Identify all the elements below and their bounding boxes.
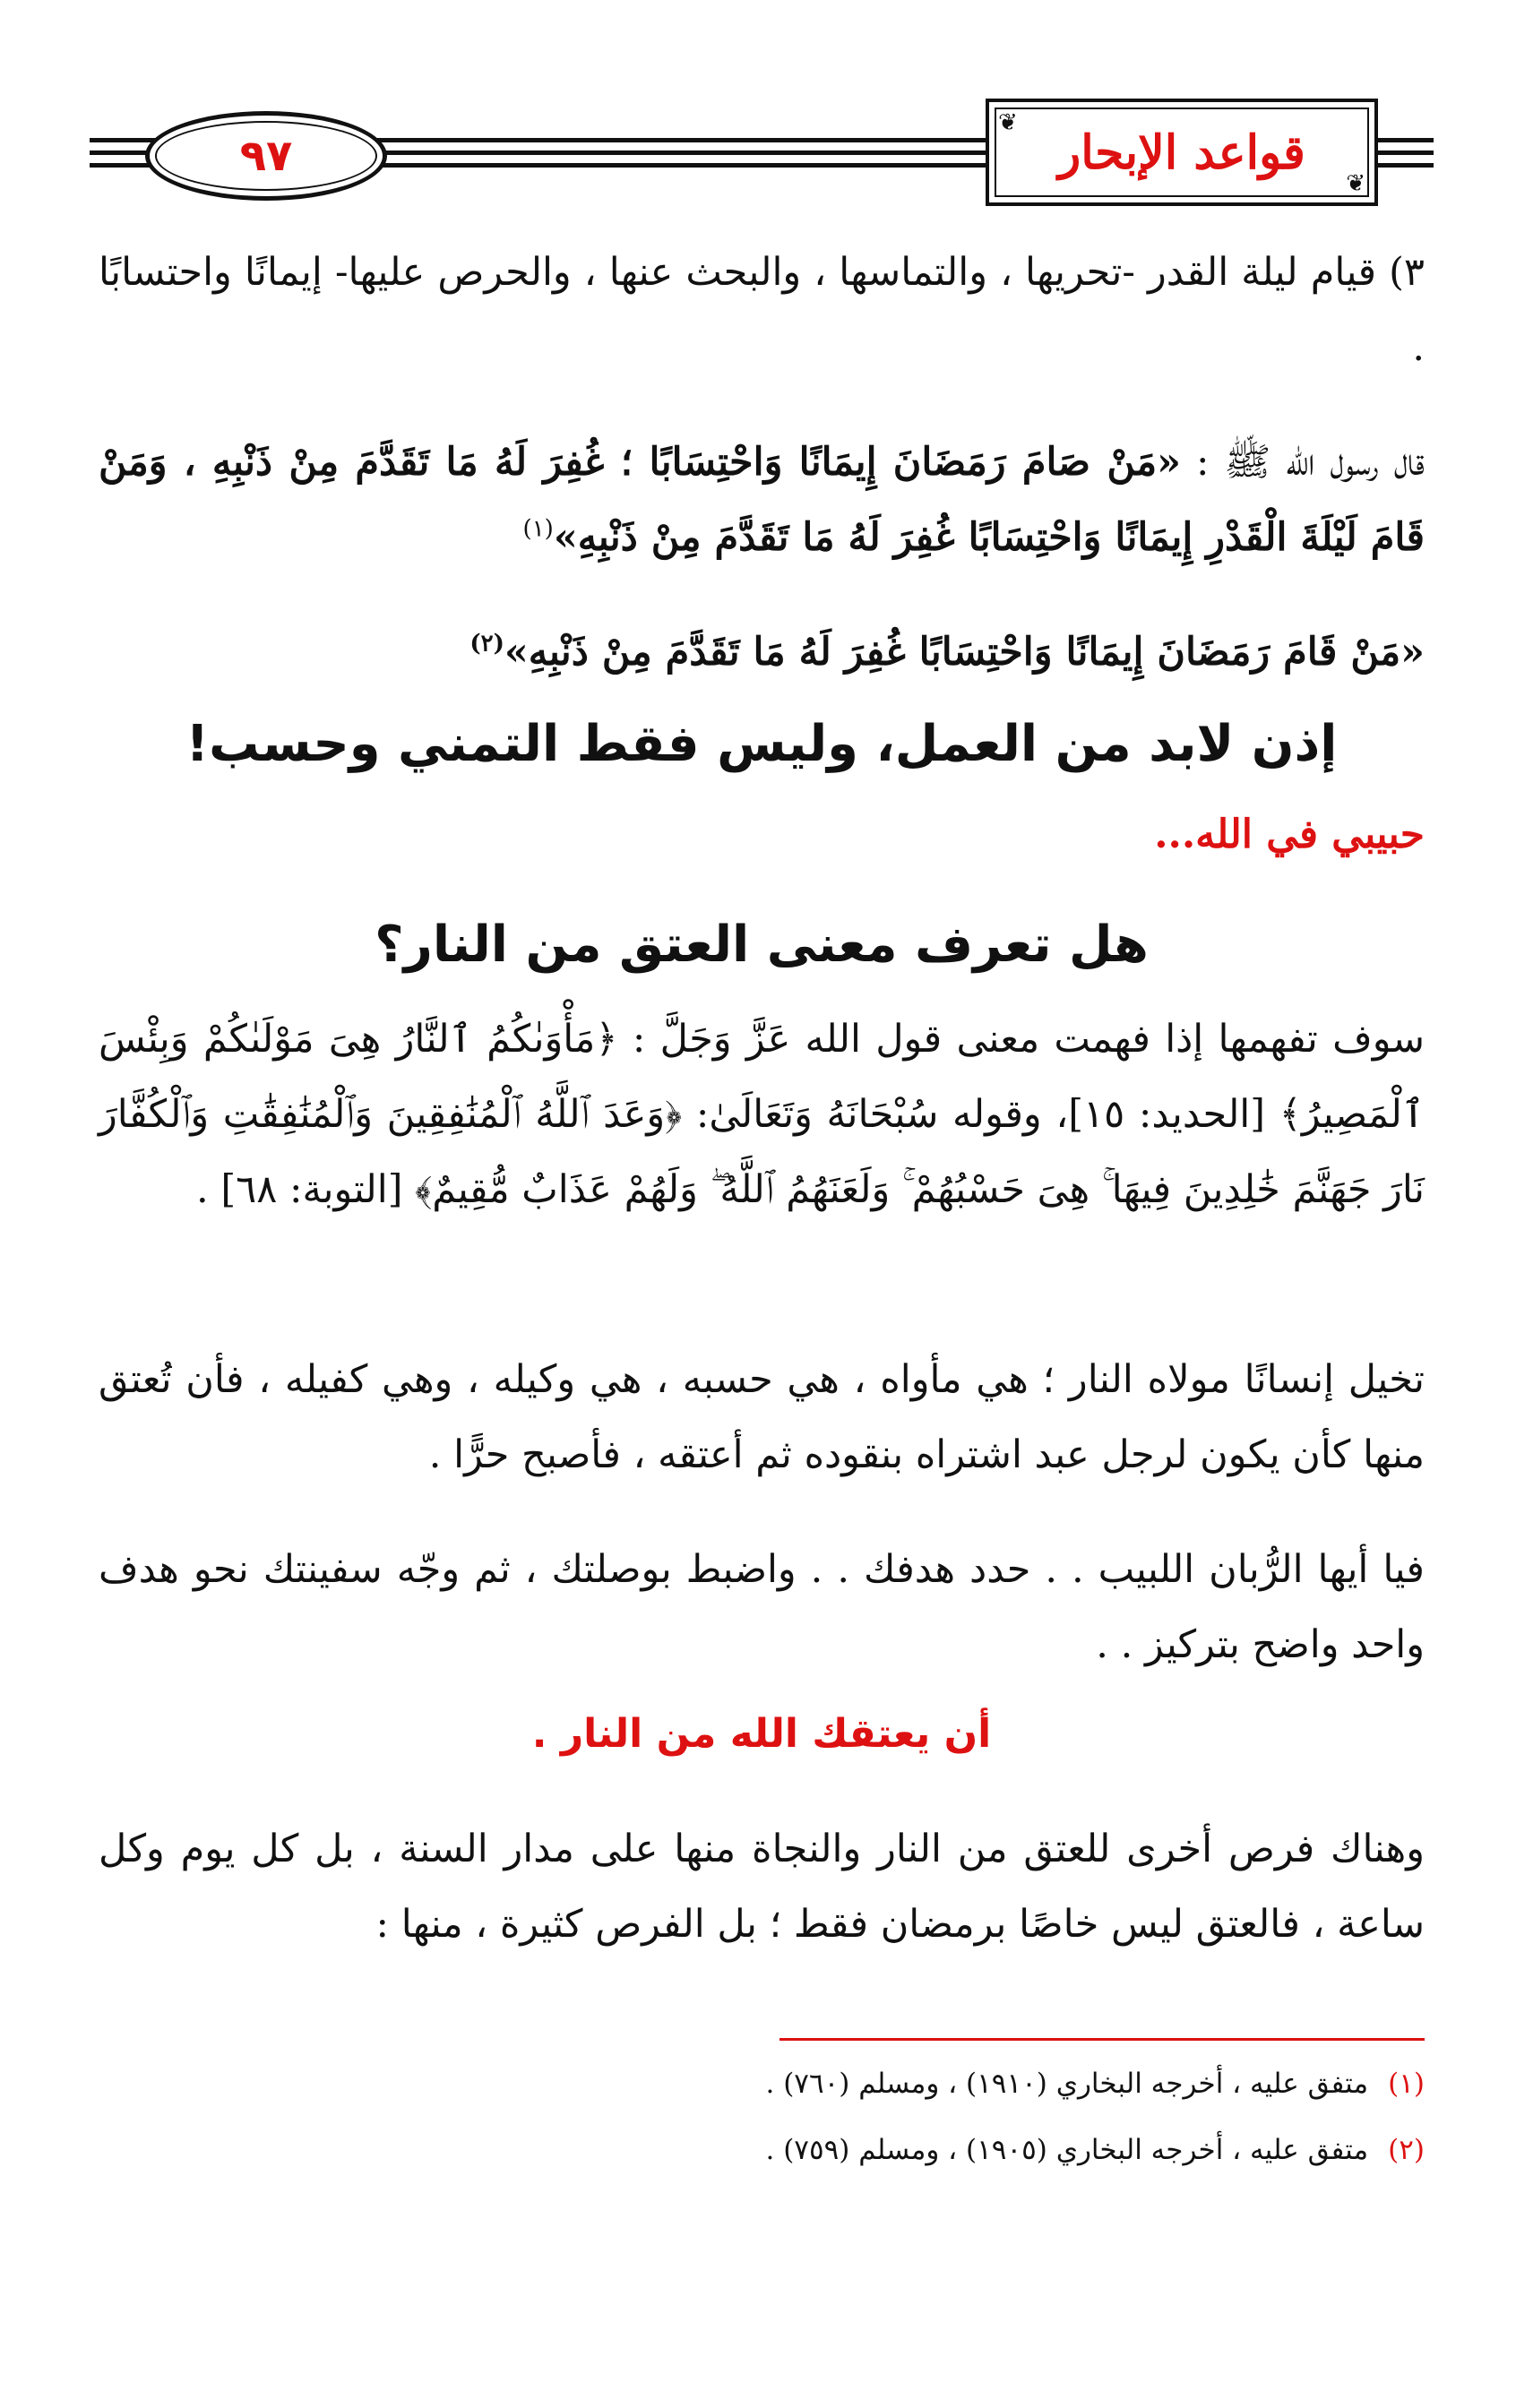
paragraph-hadith bbox=[99, 615, 1425, 690]
footnote-number: (١) bbox=[1388, 2068, 1425, 2100]
footnote-text: متفق عليه ، أخرجه البخاري (١٩١٠) ، ومسلم (٧٦٠) . bbox=[765, 2068, 1369, 2100]
paragraph-quran: سوف تفهمها إذا فهمت معنى قول الله عَزَّ وَجَلَّ : ﴿مَأْوَىٰكُمُ ٱلنَّارُ هِىَ مَوْلَىٰكُمْ وَبِئْسَ ٱلْمَصِيرُ﴾ [الحديد: ١٥]، وقوله سُبْحَانَهُ وَتَعَالَىٰ: ﴿وَعَدَ ٱللَّهُ ٱلْمُنَٰفِقِينَ وَٱلْمُنَٰفِقَٰتِ وَٱلْكُفَّارَ نَارَ جَهَنَّمَ خَٰلِدِينَ فِيهَا ۚ هِىَ حَسْبُهُمْ ۚ وَلَعَنَهُمُ ٱللَّهُ ۖ وَلَهُمْ عَذَابٌ مُّقِيمٌ﴾ [التوبة: ٦٨] . bbox=[99, 1017, 1426, 1212]
book-title: قواعد الإبحار bbox=[1058, 125, 1305, 180]
hadith-block bbox=[99, 425, 1425, 575]
footnote-ref: (٢) bbox=[469, 630, 504, 658]
page-number-badge bbox=[145, 111, 387, 201]
hadith-intro: قال رسول الله ﷺ : bbox=[1180, 440, 1425, 485]
paragraph-imagine: تخيل إنسانًا مولاه النار ؛ هي مأواه ، هي حسبه ، هي وكيله ، وهي كفيله ، فأن تُعتق منها كأن يكون لرجل عبد اشتراه بنقوده ثم أعتقه ، فأصبح حرًّا . bbox=[99, 1357, 1425, 1477]
red-heading: حبيبي في الله... bbox=[1154, 812, 1425, 857]
paragraph-block bbox=[99, 1342, 1425, 1492]
hadith-text: «مَنْ قَامَ رَمَضَانَ إِيمَانًا وَاحْتِسَابًا غُفِرَ لَهُ مَا تَقَدَّمَ مِنْ ذَنْبِهِ» bbox=[504, 630, 1425, 675]
footnote-number: (٢) bbox=[1388, 2134, 1425, 2166]
footnote bbox=[99, 2134, 1425, 2166]
paragraph-block bbox=[99, 235, 1425, 385]
paragraph-laylat-alqadr: ٣) قيام ليلة القدر -تحريها ، والتماسها ، والبحث عنها ، والحرص عليها- إيمانًا واحتسابًا . bbox=[99, 250, 1425, 370]
red-centered-heading: أن يعتقك الله من النار . bbox=[531, 1711, 992, 1757]
page-number: ٩٧ bbox=[239, 131, 293, 181]
paragraph-block bbox=[99, 1002, 1425, 1227]
paragraph-captain: فيا أيها الرُّبان اللبيب . . حدد هدفك . . واضبط بوصلتك ، ثم وجّه سفينتك نحو هدف واحد واضح بتركيز . . bbox=[99, 1547, 1425, 1667]
paragraph-opportunities: وهناك فرص أخرى للعتق من النار والنجاة منها على مدار السنة ، بل كل يوم وكل ساعة ، فالعتق ليس خاصًا برمضان فقط ؛ بل الفرص كثيرة ، منها : bbox=[99, 1827, 1425, 1947]
red-heading-block bbox=[99, 812, 1425, 857]
corner-ornament-icon: ❦ bbox=[998, 109, 1018, 136]
footnote-text: متفق عليه ، أخرجه البخاري (١٩٠٥) ، ومسلم (٧٥٩) . bbox=[765, 2134, 1369, 2166]
section-headline: هل تعرف معنى العتق من النار؟ bbox=[375, 916, 1149, 974]
footnote-ref: (١) bbox=[522, 515, 554, 543]
section-headline: إذن لابد من العمل، وليس فقط التمني وحسب! bbox=[185, 715, 1338, 773]
book-title-frame bbox=[986, 99, 1378, 206]
hadith-block bbox=[99, 615, 1425, 690]
corner-ornament-icon: ❦ bbox=[1346, 170, 1365, 197]
page-header bbox=[90, 99, 1434, 211]
paragraph-block bbox=[99, 1811, 1425, 1962]
footnote bbox=[99, 2068, 1425, 2100]
hadith-text: «مَنْ صَامَ رَمَضَانَ إِيمَانًا وَاحْتِسَابًا ؛ غُفِرَ لَهُ مَا تَقَدَّمَ مِنْ ذَنْبِهِ ، وَمَنْ قَامَ لَيْلَةَ الْقَدْرِ إِيمَانًا وَاحْتِسَابًا غُفِرَ لَهُ مَا تَقَدَّمَ مِنْ ذَنْبِهِ» bbox=[99, 440, 1425, 560]
paragraph-block bbox=[99, 1532, 1425, 1682]
paragraph-hadith bbox=[99, 425, 1425, 575]
footnote-divider bbox=[780, 2038, 1425, 2041]
